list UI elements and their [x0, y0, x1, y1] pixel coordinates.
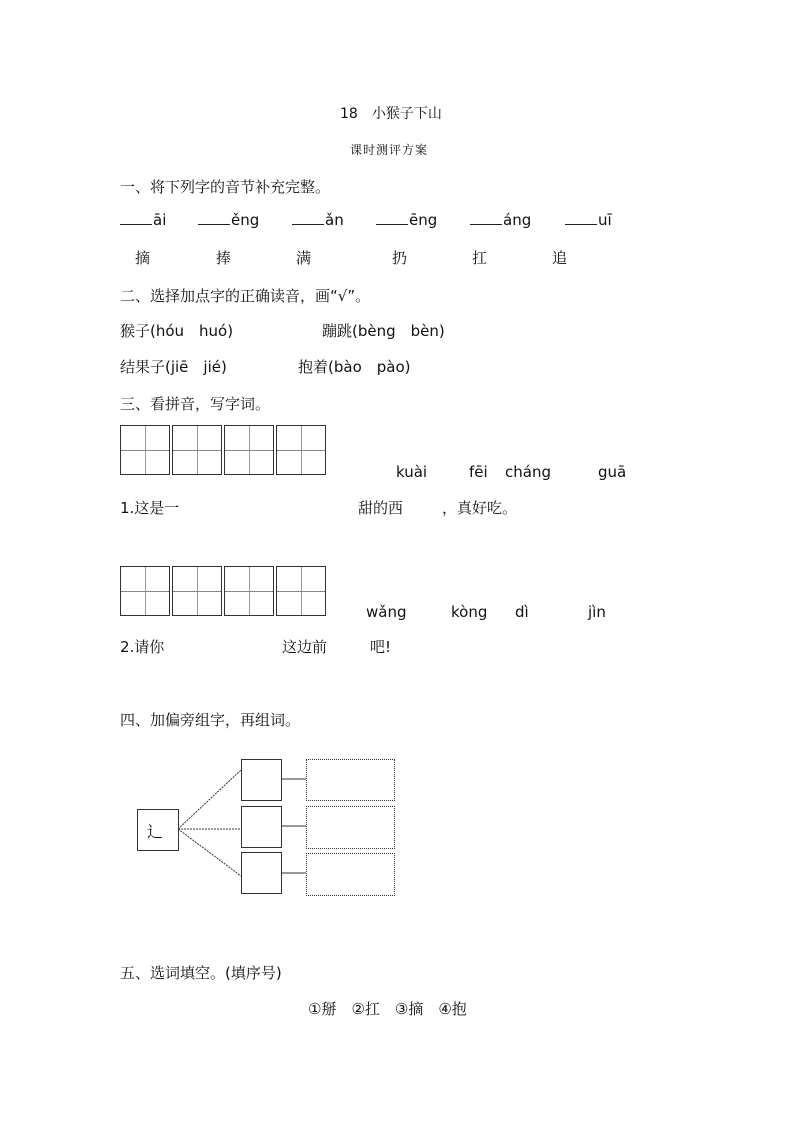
q1-char-6: 追: [552, 249, 568, 267]
page-subtitle: 课时测评方案: [350, 143, 429, 157]
q1-blank-2: ěng: [198, 211, 259, 229]
sentence-1-part-3: ，真好吃。: [442, 499, 518, 517]
pinyin-jin: jìn: [588, 603, 606, 621]
q1-char-2: 捧: [216, 249, 232, 267]
pinyin-gua: guā: [598, 463, 627, 481]
grid-cell[interactable]: [224, 425, 274, 475]
grid-cell[interactable]: [172, 566, 222, 616]
grid-cell[interactable]: [120, 566, 170, 616]
q2-item-2: 蹦跳(bèng bèn): [322, 322, 445, 340]
q1-blank-4: ēng: [376, 211, 437, 229]
q1-heading: 一、将下列字的音节补充完整。: [120, 178, 331, 196]
sentence-2-part-2: 这边前: [282, 638, 328, 656]
word-box-3[interactable]: [306, 853, 395, 896]
pinyin-di: dì: [515, 603, 529, 621]
pinyin-chang: cháng: [505, 463, 551, 481]
char-box-1[interactable]: [241, 759, 282, 801]
q2-item-3: 结果子(jiē jié): [120, 358, 227, 376]
pinyin-kuai: kuài: [396, 463, 428, 481]
q5-options: ①掰 ②扛 ③摘 ④抱: [308, 1000, 467, 1018]
pinyin-kong: kòng: [451, 603, 488, 621]
q3-heading: 三、看拼音，写字词。: [120, 395, 271, 413]
q1-blank-1: āi: [120, 211, 166, 229]
char-box-2[interactable]: [241, 806, 282, 848]
q2-heading: 二、选择加点字的正确读音，画“√”。: [120, 287, 371, 305]
sentence-2-part-3: 吧!: [370, 638, 392, 656]
q1-blank-6: uī: [565, 211, 612, 229]
sentence-1-part-1: 1.这是一: [120, 499, 180, 517]
grid-cell[interactable]: [224, 566, 274, 616]
q1-blank-5: áng: [470, 211, 531, 229]
q1-char-4: 扔: [392, 249, 408, 267]
q1-char-1: 摘: [135, 249, 151, 267]
writing-grid-2: [120, 566, 326, 616]
writing-grid-1: [120, 425, 326, 475]
grid-cell[interactable]: [276, 566, 326, 616]
char-box-3[interactable]: [241, 852, 282, 894]
q2-item-1: 猴子(hóu huó): [120, 322, 234, 340]
grid-cell[interactable]: [276, 425, 326, 475]
pinyin-fei: fēi: [469, 463, 488, 481]
q5-heading: 五、选词填空。(填序号): [120, 964, 282, 982]
q1-char-5: 扛: [472, 249, 488, 267]
q1-char-3: 满: [296, 249, 312, 267]
q2-item-4: 抱着(bào pào): [298, 358, 411, 376]
word-box-1[interactable]: [306, 759, 395, 801]
page-title: 18 小猴子下山: [340, 106, 442, 122]
sentence-2-part-1: 2.请你: [120, 638, 165, 656]
grid-cell[interactable]: [172, 425, 222, 475]
grid-cell[interactable]: [120, 425, 170, 475]
sentence-1-part-2: 甜的西: [358, 499, 404, 517]
q1-blank-3: ǎn: [292, 211, 344, 229]
word-box-2[interactable]: [306, 806, 395, 849]
radical-char: 辶: [147, 822, 164, 841]
pinyin-wang: wǎng: [366, 603, 407, 621]
q4-heading: 四、加偏旁组字，再组词。: [120, 711, 301, 729]
